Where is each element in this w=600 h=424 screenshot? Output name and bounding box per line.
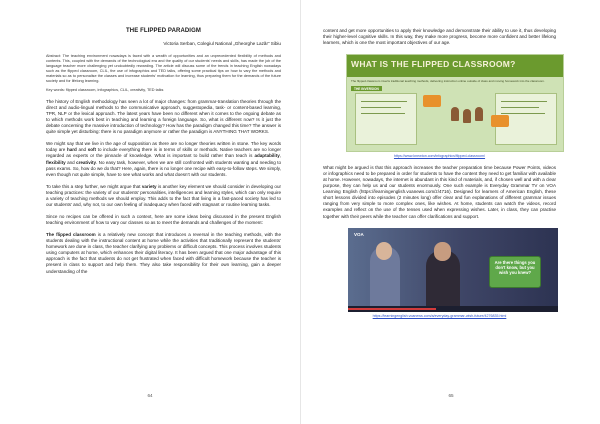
infographic-text-line (361, 107, 401, 108)
keyword-creativity: creativity (76, 159, 97, 165)
keyword-hard: hard (66, 147, 77, 153)
right-page (300, 0, 600, 424)
infographic-subtitle: The flipped classroom inverts traditional teaching methods, delivering instruction online outside of class and moving homework into the classroom. (351, 79, 545, 84)
body-paragraph-3: To take this a step further, we might argue that variety is another key element we should consider in developing our teaching practices: the variety of our students’ personalities, intelligences and learning styles, which can only require a variety of teaching methods we should employ. This adds to the fact that living in a fast-paced society has led to our students’ and, why not, to our own feeling of inadequacy when faced with stagnant or routine learning tasks. (46, 183, 282, 207)
keyword-soft: soft (87, 147, 97, 153)
student-figure-icon (451, 107, 459, 121)
student-figure-icon (463, 109, 471, 123)
voa-video-screenshot[interactable] (348, 228, 558, 312)
infographic-title: WHAT IS THE FLIPPED CLASSROOM? (351, 59, 516, 70)
infographic-text-line (361, 101, 407, 102)
body-paragraph-voa: What might be argued is that this approach increases the teacher preparation time because Power Points, videos or infographics need to be prepared in order for students to have the content they need to get familiar with available at home. However, nowadays, the internet is abundant in this kind of materials, and, if chosen well and with a clear purpose, they can help us and our students enormously. One such example is Everyday Grammar TV on VOA Learning English (https://learningenglish.voanews.com/z/4716). Designed for learners of American English, these short lessons divided into episodes (2 minutes long) offer clear and fun explanations of different grammar issues ranging from very simple to more complex ones, like wishes. At home, students can watch the videos, record examples and reflect on the use of the tenses used when expressing wishes. Later, in class, they can practise together with their peers while the teacher can offer clarifications and support. (323, 165, 556, 219)
body-paragraph-4: Since no recipes can be offered in such a context, here are some ideas being discussed in the present English teaching environment of how to vary our classes so as to meet the demands and challenges of the moment: (46, 214, 281, 226)
page-number-right: 65 (448, 393, 454, 398)
body-paragraph-continued: content and get more opportunities to apply their knowledge and demonstrate their ability to use it, thus developing their higher-level cognitive skills. In this way, they make more progress, become more confident and better lifelong learners, which is one the most important objectives of our age. (323, 28, 556, 46)
flipped-classroom-infographic (346, 54, 564, 152)
page-number-left: 64 (147, 393, 153, 398)
infographic-section-label: THE INVERSION (351, 86, 382, 91)
article-author: Victoria Serban, Colegiul National „Gheorghe Lazăr” Sibiu (163, 41, 281, 46)
infographic-text-line (501, 101, 547, 102)
keyword-flexibility: flexibility (46, 159, 66, 165)
video-question-text: Are there things you don't know, but you wish you knew? (494, 259, 536, 275)
video-question-bubble (489, 256, 541, 288)
video-progress-bar[interactable] (348, 308, 436, 310)
keyword-flipped-classroom: The flipped classroom (46, 232, 96, 238)
presenter-head (376, 242, 392, 260)
keywords-text: Key words: flipped classroom, infographics, CLIL, creativity, TED talks (46, 88, 164, 92)
figure-1-link[interactable]: https://www.knewton.com/infographics/flipped-classroom/ (393, 154, 486, 159)
figure-2-link[interactable]: https://learningenglish.voanews.com/a/everyday-grammar-wish-future/4276835.html (372, 313, 507, 318)
body-paragraph-1: The history of English methodology has seen a lot of major changes: from grammar-translation theories through the direct and audio-lingual methods to the communicative approach, suggestopedia, task- or content-based learning, TPR, NLP or the lexical approach. The latest years have been no different when it comes to the ongoing debate as to which methods work best in teaching and learning a foreign language. So, what is different now? Is it just the debate concerning the massive introduction of technology? How has the paradigm changed this time? The answer is quite simple yet disturbing: there is no paradigm anymore or rather the paradigm is ANYTHING THAT WORKS. (46, 99, 281, 135)
infographic-text-line (501, 113, 545, 114)
teacher-figure-icon (475, 107, 483, 121)
article-title: THE FLIPPED PARADIGM (126, 28, 201, 34)
presenter-head (434, 242, 451, 261)
infographic-text-line (501, 107, 539, 108)
keyword-adaptability: adaptability (254, 153, 280, 159)
infographic-arrow-shape (423, 95, 441, 107)
infographic-arrow-shape (491, 115, 509, 127)
abstract-text: Abstract: The teaching environment nowadays is faced with a wealth of opportunities and an unprecedented flexibility of methods and contents. This, coupled with the demands of the technological era and the quality of our students’ needs and skills, has made the job of the language teacher more challenging yet undoubtedly rewarding. The article will discuss some of the trends in teaching English nowadays such as the flipped classroom, CLIL, the use of infographics and TED talks, offering some practical tips on how to vary the methods and materials so as to personalise the classes and increase students’ motivation for learning, thus preparing them for the demands of the future society and for lifelong learning. (46, 54, 281, 83)
voa-logo: VOA (354, 231, 364, 237)
keyword-variety: variety (141, 183, 157, 189)
body-paragraph-5: The flipped classroom is a relatively new concept that introduces a reversal in the teaching methods, with the students dealing with the instructional content at home while the activities that traditionally represent the students’ homework are done in class, the teacher clarifying any problems or difficult concepts. This process involves students using computers at home, which enhances their digital literacy. It has been argued that one major advantage of this approach is the fact that students do not get frustrated when faced with difficult homework because the teacher is present in class to support and help them. They also take responsibility for their own learning, gain a deeper understanding of the (46, 232, 281, 274)
infographic-text-line (361, 113, 405, 114)
body-paragraph-2: We might say that we live in the age of supposition as there are no longer theories written in stone. The key words today are hard and soft to include everything there is in terms of skills or methods. Native teachers are no longer regarded as experts or the pinnacle of knowledge. What is important to build rather than teach is adaptability, flexibility and creativity. No easy task, however, when we are still confronted with students wanting and needing to pass exams. So, how do we do that? Here, again, there is no longer one recipe with easy-to-follow steps. We simply, even though not quite simple, have to see what works and what doesn’t with our students. (46, 141, 281, 177)
